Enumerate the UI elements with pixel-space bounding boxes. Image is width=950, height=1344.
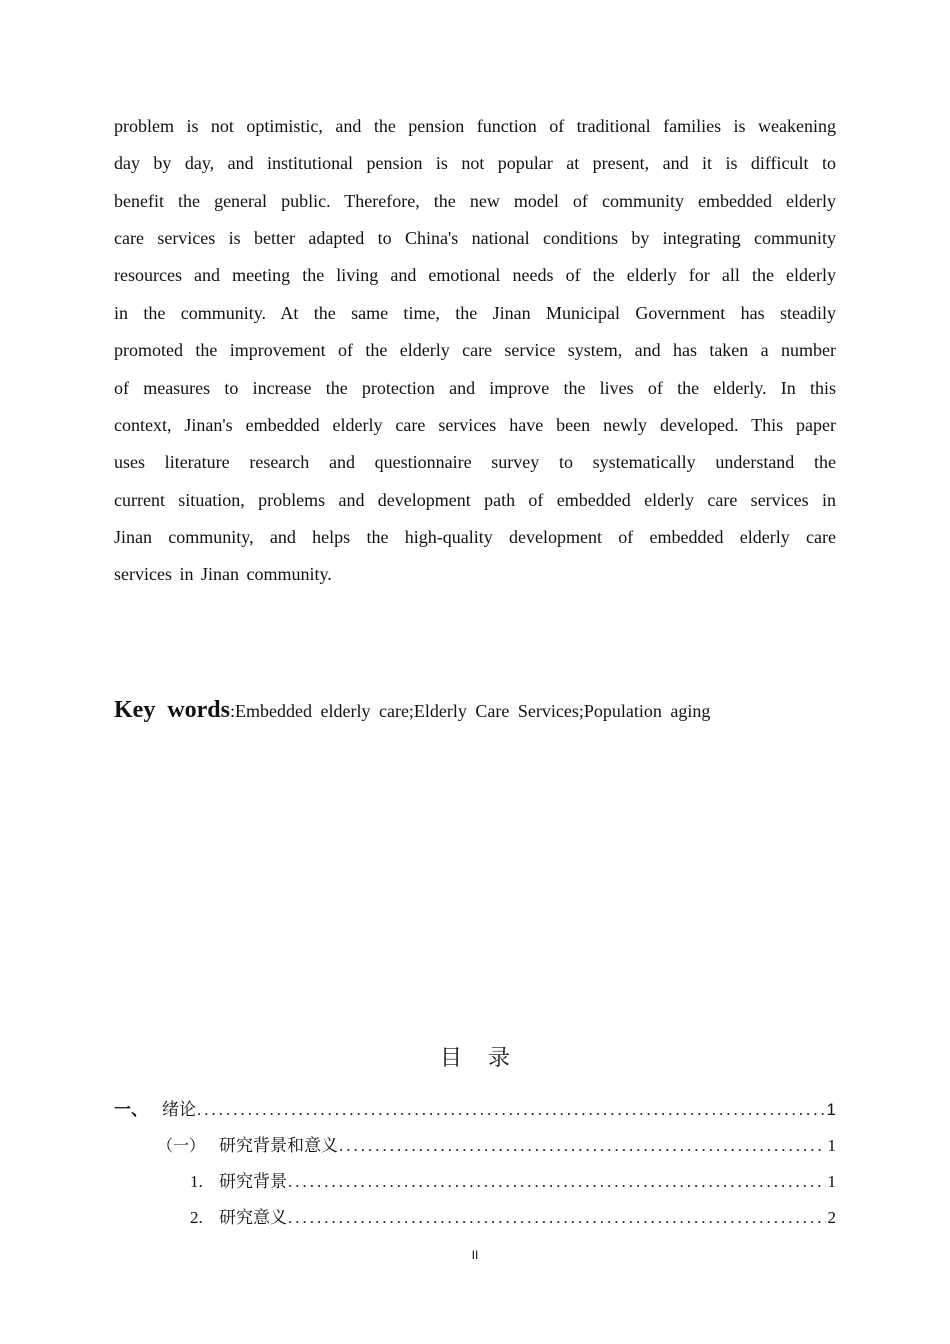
toc-entry-page: 1 bbox=[826, 1100, 836, 1119]
page-number: II bbox=[471, 1248, 479, 1262]
keywords-line bbox=[114, 694, 836, 727]
toc-dot-leader bbox=[287, 1171, 826, 1193]
abstract-line: in the community. At the same time, the Jinan Municipal Government has steadily bbox=[114, 303, 836, 323]
abstract-line: resources and meeting the living and emotional needs of the elderly for all the elderly bbox=[114, 265, 836, 285]
toc-entry-number: 2. bbox=[190, 1208, 203, 1227]
toc-entry-number: 1. bbox=[190, 1172, 203, 1191]
abstract-line: services in Jinan community. bbox=[114, 564, 332, 584]
toc-title-char: 目 bbox=[439, 1046, 462, 1071]
abstract-line: Jinan community, and helps the high-quality development of embedded elderly care bbox=[114, 527, 836, 547]
toc-entry-page: 1 bbox=[827, 1172, 836, 1191]
toc-entry-level3[interactable] bbox=[190, 1205, 836, 1229]
toc-entry-title: 研究意义 bbox=[219, 1208, 287, 1228]
toc-title bbox=[0, 1044, 950, 1074]
toc-entry-page: 2 bbox=[827, 1208, 836, 1227]
abstract-line: promoted the improvement of the elderly care service system, and has taken a number bbox=[114, 340, 836, 360]
toc-entry-number: （一） bbox=[157, 1136, 206, 1155]
toc-entry-title: 研究背景和意义 bbox=[219, 1136, 338, 1156]
toc-entry-page: 1 bbox=[827, 1136, 836, 1155]
abstract-line: uses literature research and questionnaire survey to systematically understand the bbox=[114, 452, 836, 472]
toc-entry-title: 研究背景 bbox=[219, 1172, 287, 1192]
toc-title-char: 录 bbox=[488, 1046, 511, 1071]
abstract-line: benefit the general public. Therefore, the new model of community embedded elderly bbox=[114, 191, 836, 211]
toc-dot-leader bbox=[338, 1135, 826, 1157]
toc-entry-level2[interactable] bbox=[157, 1133, 836, 1157]
toc-entry-level3[interactable] bbox=[190, 1169, 836, 1193]
keywords-label: Key words bbox=[114, 697, 230, 723]
abstract-line: problem is not optimistic, and the pension function of traditional families is weakening bbox=[114, 116, 836, 136]
abstract-line: of measures to increase the protection and improve the lives of the elderly. In this bbox=[114, 378, 836, 398]
toc-dot-leader bbox=[287, 1207, 826, 1229]
toc-entry-title: 绪论 bbox=[162, 1100, 196, 1120]
abstract-line: care services is better adapted to China's national conditions by integrating community bbox=[114, 228, 836, 248]
abstract-line: current situation, problems and development path of embedded elderly care services in bbox=[114, 490, 836, 510]
abstract-line: context, Jinan's embedded elderly care services have been newly developed. This paper bbox=[114, 415, 836, 435]
toc-entry-level1[interactable] bbox=[114, 1097, 836, 1121]
keywords-separator: : bbox=[230, 701, 236, 721]
toc-dot-leader bbox=[196, 1099, 825, 1121]
toc-entry-number: 一、 bbox=[114, 1100, 148, 1120]
abstract-line: day by day, and institutional pension is not popular at present, and it is difficult to bbox=[114, 153, 836, 173]
keywords-text: Embedded elderly care;Elderly Care Services;Population aging bbox=[235, 701, 711, 721]
